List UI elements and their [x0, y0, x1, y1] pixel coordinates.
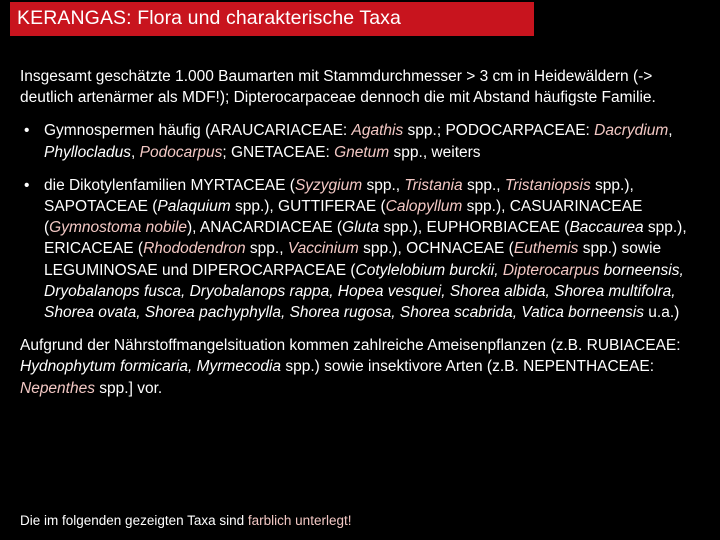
taxon-calopyllum: Calopyllum [385, 198, 463, 216]
taxon-dacrydium: Dacrydium [594, 122, 669, 140]
text: , [668, 122, 673, 140]
taxon-gymnostoma: Gymnostoma nobile [49, 219, 188, 237]
slide-title: KERANGAS: Flora und charakterische Taxa [17, 7, 401, 29]
text: spp., weiters [389, 143, 481, 161]
taxon-nepenthes: Nepenthes [20, 379, 95, 397]
text: spp.] vor. [94, 379, 163, 397]
text: Gymnospermen häufig (ARAUCARIACEAE: [44, 122, 352, 140]
taxon-gluta: Gluta [342, 219, 380, 237]
taxon-vaccinium: Vaccinium [287, 240, 359, 258]
taxon-agathis: Agathis [351, 122, 404, 140]
text: spp.), ERICACEAE ( [44, 219, 687, 258]
text: spp.), CASUARINACEAE ( [44, 198, 643, 237]
taxon-cotylelobium: Cotylelobium burckii, [355, 261, 503, 279]
text: spp.), OCHNACEAE ( [358, 240, 514, 258]
text: ; GNETACEAE: [222, 143, 335, 161]
slide-content [20, 66, 710, 399]
footer-note [20, 513, 351, 528]
taxon-list-dryobalanops-shorea: borneensis, Dryobalanops fusca, Dryobalanops rappa, Hopea vesquei, Shorea albida, Shorea multifolra, Shorea ovata, Shorea pachyphylla, Shorea rugosa, Shorea scabrida, Vatica borneensis [44, 261, 684, 322]
text: spp., [462, 176, 505, 194]
taxon-tristaniopsis: Tristaniopsis [504, 176, 591, 194]
highlight-hint: farblich unterlegt! [247, 513, 352, 528]
taxon-tristania: Tristania [404, 176, 463, 194]
text: die Dikotylenfamilien MYRTACEAE ( [44, 176, 295, 194]
ameisenpflanzen-paragraph [20, 335, 710, 399]
text: spp.), SAPOTACEAE ( [44, 176, 634, 216]
text: Die im folgenden gezeigten Taxa sind [20, 513, 248, 528]
text: , [131, 143, 140, 161]
taxon-euthemis: Euthemis [513, 240, 579, 258]
taxon-podocarpus: Podocarpus [139, 143, 223, 161]
text: spp.), GUTTIFERAE ( [230, 198, 386, 216]
taxon-palaquium: Palaquium [157, 198, 231, 216]
taxon-gnetum: Gnetum [334, 143, 390, 161]
text: ), ANACARDIACEAE ( [187, 219, 343, 237]
text: Aufgrund der Nährstoffmangelsituation kommen zahlreiche Ameisenpflanzen (z.B. RUBIACEAE: [20, 337, 681, 355]
text: u.a.) [644, 304, 680, 322]
taxon-baccaurea: Baccaurea [569, 219, 644, 237]
text: spp., [362, 176, 405, 194]
text: spp.) sowie insektivore Arten (z.B. NEPENTHACEAE: [281, 358, 654, 376]
taxon-hydnophytum: Hydnophytum formicaria, Myrmecodia [20, 358, 282, 376]
bullet-mark: • [24, 176, 30, 194]
text: spp., [245, 240, 288, 258]
taxon-rhododendron: Rhododendron [143, 240, 246, 258]
text: spp.; PODOCARPACEAE: [403, 122, 595, 140]
intro-paragraph: Insgesamt geschätzte 1.000 Baumarten mit Stammdurchmesser > 3 cm in Heidewäldern (-> deutlich artenärmer als MDF!); Dipterocarpaceae dennoch die mit Abstand häufigste Familie. [20, 68, 656, 107]
bullet-dikotylen [20, 175, 710, 323]
text: spp.) sowie LEGUMINOSAE und DIPEROCARPACEAE ( [44, 240, 662, 279]
text: spp.), EUPHORBIACEAE ( [379, 219, 570, 237]
taxon-phyllocladus: Phyllocladus [44, 143, 132, 161]
taxon-dipterocarpus: Dipterocarpus [502, 261, 600, 279]
bullet-gymnospermen [20, 120, 710, 162]
taxon-syzygium: Syzygium [294, 176, 363, 194]
bullet-mark: • [24, 122, 30, 140]
